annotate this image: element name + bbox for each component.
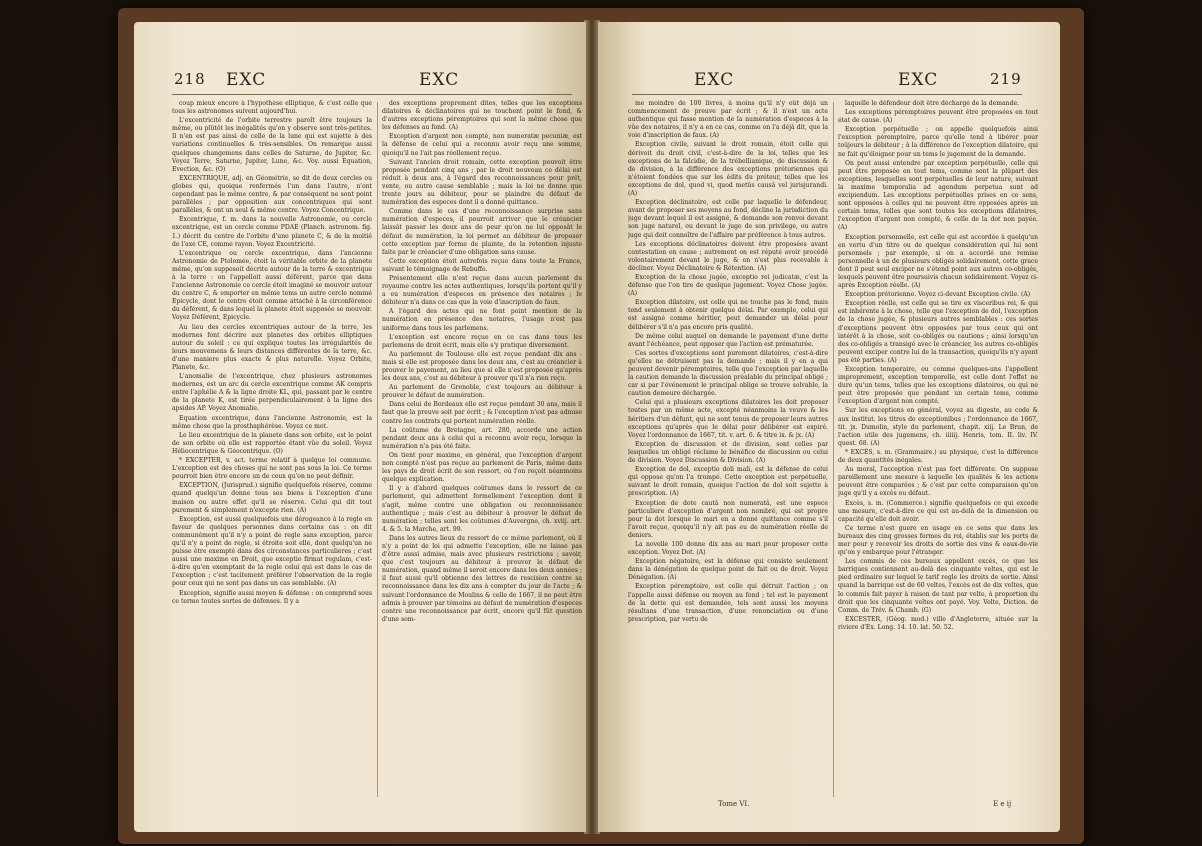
paragraph: Exception négatoire, est la défense qui consiste seulement dans la dénégation de quelque point de fait ou de droit. Voyez Dénégation. (A) — [628, 558, 828, 582]
paragraph: Exception perpétuelle ; on appelle quelquefois ainsi l'exception péremptoire, parce qu'elle tend à libérer pour toûjours le débiteur ; à la différence de l'exception dilatoire, qui ne fait qu'éloigner pour un tems le jugement de la demande. — [838, 126, 1038, 158]
paragraph: Le lieu excentrique de la planete dans son orbite, est le point de son orbite où elle est rapportée étant vûe du soleil. Voyez Héliocentrique & Géocentrique. (O) — [172, 431, 372, 455]
paragraph: Il y a d'abord quelques coûtumes dans le ressort de ce parlement, qui admettent formellement l'exception dont il s'agit, même contre une obligation ou reconnoissance authentique ; mais c'est au débiteur à prouver le défaut de numération ; telles sont les coûtumes d'Auvergne, ch. xviij. art. 4. & 5. la Marche, art. 99. — [382, 485, 582, 533]
paragraph: Cette exception étoit autrefois reçue dans toute la France, suivant le témoignage de Rebuffe. — [382, 257, 582, 273]
paragraph: L'excentricité de l'orbite terrestre paroît être toujours la même, ou plûtôt les inégalités qu'on y observe sont très-petites. Il n'en est pas ainsi de celle de la lune qui est sujette à des variations continuelles & très-sensibles. On remarque aussi quelques changemens dans celles de Saturne, de Jupiter, &c. Voyez Terre, Saturne, Jupiter, Lune, &c. Voy. aussi Equation, Evection, &c. (O) — [172, 117, 372, 173]
right-column-1 — [628, 100, 828, 800]
paragraph: Les exceptions péremptoires peuvent être proposées en tout état de cause. (A) — [838, 109, 1038, 125]
paragraph: Exception prétorienne. Voyez ci-devant Exception civile. (A) — [845, 291, 1031, 299]
paragraph: des exceptions proprement dites, telles que les exceptions dilatoires & déclinatoires qui ne touchent point le fond, & d'autres exceptions péremptoires qui sont la même chose que les défenses au fond. (A) — [382, 100, 582, 132]
paragraph: EXCENTRIQUE, adj. en Géométrie, se dit de deux cercles ou globes qui, quoique renfermés l'un dans l'autre, n'ont cependant pas le même centre, & par conséquent ne sont point parallèles ; par opposition aux concentriques qui sont parallèles, & ont un seul & même centre. Voyez Concentrique. — [172, 174, 372, 215]
right-column-2 — [838, 100, 1038, 800]
paragraph: Les commis de ces bureaux appellent excès, ce que les barriques contiennent au-delà des cinquante veltes, qui est le pied ordinaire sur lequel le tarif regle les droits de sortie. Ainsi quand la barrique est de 60 veltes, l'excès est de dix veltes, que le commis fait payer à raison de tant par velte, à proportion du droit que les cinquante veltes ont payé. Voy. Velte, Diction. de Comm. de Trév. & Chamb. (G) — [838, 558, 1038, 614]
left-column-2 — [382, 100, 582, 800]
paragraph: Ces sortes d'exceptions sont purement dilatoires, c'est-à-dire qu'elles ne détruisent pas la demande ; mais il y en a qui peuvent devenir péremptoires, telle que l'exception par laquelle la caution demande la discussion préalable du principal obligé ; car si par l'événement le principal oblige se trouve solvable, la caution demeure déchargée. — [628, 349, 828, 398]
paragraph: * EXCEPTER, v. act. terme relatif à quelque loi commune. L'exception est des choses qui ne sont pas sous la loi. Ce terme pourroit bien être encore un de ceux qu'on ne peut définir. — [172, 457, 372, 481]
paragraph: Exception temporaire, ou comme quelques-uns l'appellent improprement, exception temporelle, est celle dont l'effet ne dure qu'un tems, telles que les exceptions dilatoires, ou qui ne peut être proposée que pendant un certain tems, comme l'exception d'argent non compté. — [838, 366, 1038, 406]
left-column-1 — [172, 100, 372, 800]
paragraph: De même celui auquel on demande le payement d'une dette avant l'échéance, peut opposer que l'action est prématurée. — [628, 332, 828, 348]
paragraph: me moindre de 100 livres, à moins qu'il n'y eût déjà un commencement de preuve par écrit ; & il n'est un acte authentique qui fasse mention de la numération d'especes à la vûe des notaires, il n'y a en ce cas, comme on l'a déjà dit, que la voie d'inscription de faux. (A) — [628, 100, 828, 140]
volume-signature: Tome VI. — [718, 800, 750, 808]
paragraph: Au lieu des cercles excentriques autour de la terre, les modernes font décrire aux planetes des orbites elliptiques autour du soleil : ce qui explique toutes les irrégularités de leurs mouvemens & leurs distances différentes de la terre, &c. d'une maniere plus exacte & plus naturelle. Voyez Orbite, Planete, &c. — [172, 323, 372, 371]
paragraph: A l'égard des actes qui ne font point mention de la numération en présence des notaires, l'usage n'est pas uniforme dans tous les parlemens. — [382, 308, 582, 332]
paragraph: La coûtume de Bretagne, art. 280, accorde une action pendant deux ans à celui qui a reconnu avoir reçu, lorsque la numération n'a pas été faite. — [382, 426, 582, 450]
left-page-number: 218 — [174, 70, 206, 88]
paragraph: Exception réelle, est celle qui se tire ex visceribus rei, & qui est inhérente à la chose, telle que l'exception de dol, l'exception de la chose jugée, & plusieurs autres semblables : ces sortes d'exceptions peuvent être opposées par tous ceux qui ont intérêt à la chose, soit co-obligés ou cautions ; ainsi lorsqu'un des co-obligés a transigé avec le créancier, les autres co-obligés peuvent exciper contre lui de la transaction, quoiqu'ils n'y ayent pas été parties. (A) — [838, 300, 1038, 364]
right-header-rule — [632, 94, 1022, 95]
paragraph: On peut aussi entendre par exception perpétuelle, celle qui peut être proposée en tout tems, comme sont la plûpart des exceptions, lesquelles sont perpétuelles de leur nature, suivant la maxime temporalia ad agendum perpetua sunt ad excipiendum. Les exceptions perpétuelles prises en ce sens, sont opposées à celles qui ne peuvent être opposées après un certain tems, telles que sont toutes les exceptions dilatoires, l'exception d'argent non compté, & celle de la dot non payée. (A) — [838, 159, 1038, 232]
right-column-divider — [833, 102, 834, 797]
paragraph: Les exceptions déclinatoires doivent être proposées avant contestation en cause ; autrement on est réputé avoir procédé volontairement devant le juge, & on n'est plus recevable à décliner. Voyez Déclinatoire & Rétention. (A) — [628, 240, 828, 272]
right-page-number: 219 — [990, 70, 1022, 88]
paragraph: L'anomalie de l'excentrique, chez plusieurs astronomes modernes, est un arc du cercle excentrique comme AK compris entre l'aphélie A & la ligne droite KL, qui, passant par le centre de la planete K, est tirée perpendiculairement à la ligne des apsides AP. Voyez Anomalie. — [172, 373, 372, 413]
paragraph: Sur les exceptions en général, voyez au digeste, au code & aux institut. les titres de exceptionibus ; l'ordonnance de 1667, tit. jx. Dumolin, style du parlement, chapit. xiij. Le Brun, de l'action utile des jugemens, ch. iiiiij. Henris, tom. II. liv. IV. quest. 68. (A) — [838, 407, 1038, 447]
right-page — [598, 22, 1060, 832]
paragraph: Ce terme n'est guere en usage en ce sens que dans les bureaux des cinq grosses fermes du roi, établis sur les ports de mer pour y recevoir les droits de sortie des vins & eaux-de-vie qu'on y embarque pour l'étranger. — [838, 524, 1038, 557]
paragraph: EXCEPTION, (Jurisprud.) signifie quelquefois réserve, comme quand quelqu'un donne tous ses biens à l'exception d'une maison ou autre effet qu'il se réserve. Celui qui dit tout purement & simplement n'excepte rien. (A) — [172, 482, 372, 514]
paragraph: Exception d'argent non compté, non numeratæ pecuniæ, est la défense de celui qui a reconnu avoir reçu une somme, quoiqu'il ne l'ait pas réellement reçue. — [382, 133, 582, 157]
paragraph: Celui qui a plusieurs exceptions dilatoires les doit proposer toutes par un même acte, excepté néanmoins la veuve & les héritiers d'un défunt, qui ne sont tenus de proposer leurs autres exceptions qu'après que le délai pour délibérer est expiré. Voyez l'ordonnance de 1667, tit. v. art. 6. & titre ix. & jx. (A) — [628, 399, 828, 439]
paragraph: laquelle le défendeur doit être déchargé de la demande. — [845, 100, 1020, 107]
paragraph: Exception de dol, exceptio doli mali, est la défense de celui qui oppose qu'on l'a trompé. Cette exception est perpétuelle, suivant le droit romain, quoique l'action de dol soit sujette à prescription. (A) — [628, 466, 828, 498]
paragraph: Excès, s. m. (Commerce.) signifie quelquefois ce qui excede une mesure, c'est-à-dire ce qui est au-delà de la dimension ou capacité qu'elle doit avoir. — [838, 499, 1038, 523]
paragraph: Exception personnelle, est celle qui est accordée à quelqu'un en vertu d'un titre ou de quelque considération qui lui sont personnels ; par exemple, si on a accordé une remise personnelle à un de plusieurs obligés solidairement, cette grace dont il peut seul exciper ne s'étend point aux autres co-obligés, lesquels peuvent être poursuivis chacun solidairement. Voyez ci-après Exception réelle. (A) — [838, 233, 1038, 290]
paragraph: Suivant l'ancien droit romain, cette exception pouvoit être proposée pendant cinq ans ; par le droit nouveau ce délai est réduit à deux ans, à l'égard des reconnoissances pour prêt, vente, ou autre cause semblable ; mais la loi ne donne que trente jours au débiteur, pour se plaindre du défaut de numération des especes dont il a donné quittance. — [382, 158, 582, 207]
paragraph: coup mieux encore à l'hypothèse elliptique, & c'est celle que tous les astronomes suivent aujourd'hui. — [172, 100, 372, 116]
paragraph: Excentrique, f. m. dans la nouvelle Astronomie, ou cercle excentrique, est un cercle comme PDAE (Planch. astronom. fig. 1.) décrit du centre de l'orbite d'une planete C, & de la moitié de l'axe CE, comme rayon. Voyez Excentricité. — [172, 216, 372, 248]
right-header-left: EXC — [694, 70, 735, 90]
paragraph: On tient pour maxime, en général, que l'exception d'argent non compté n'est pas reçue au parlement de Paris, même dans les pays de droit écrit de son ressort, où l'on reçoit néanmoins quelque explication. — [382, 451, 582, 484]
paragraph: Exception de la chose jugée, exceptio rei judicatæ, c'est la défense que l'on tire de quelque jugement. Voyez Chose jugée. (A) — [628, 273, 828, 298]
right-page-header — [598, 70, 1060, 92]
paragraph: Exception de dote cautâ non numeratâ, est une espece particuliere d'exception d'argent non nombré, qui est propre pour la dot lorsque le mari en a donné quittance comme s'il l'avoit reçue, quoiqu'il n'y ait pas eu de numération réelle de deniers. — [628, 499, 828, 539]
paragraph: EXCESTER, (Géog. mod.) ville d'Angleterre, située sur la riviere d'Ex. Long. 14. 10. lat. 50. 52. — [838, 615, 1038, 631]
left-page — [134, 22, 586, 832]
paragraph: Présentement elle n'est reçue dans aucun parlement du royaume contre les actes authentiques, lorsqu'ils portent qu'il y a eu numération d'especes en présence des notaires ; le débiteur n'a dans ce cas que la voie d'inscription de faux. — [382, 274, 582, 307]
paragraph: Comme dans le cas d'une reconnoissance surprise sans numération d'especes, il pourroit arriver que le créancier laissât passer les deux ans de peur qu'on ne lui opposât le défaut de numération, la loi permet au débiteur de proposer cette exception par forme de plainte, de la retention injuste faite par le créancier d'une obligation sans cause. — [382, 208, 582, 256]
paragraph: Exception civile, suivant le droit romain, étoit celle qui dérivoit du droit civil, c'est-à-dire de la loi, telles que les exceptions de la falcidie, de la trébellianique, de discussion & de division, à la différence des exceptions prétoriennes qui n'étoient fondées que sur les édits du préteur, telles que les exceptions de dol, quod vi, quod metûs causâ vel jurisjurandi. (A) — [628, 141, 828, 198]
paragraph: * EXCÈS, s. m. (Grammaire.) au physique, c'est la différence de deux quantités inégales. — [838, 448, 1038, 465]
paragraph: L'excentrique ou cercle excentrique, dans l'ancienne Astronomie de Ptolomée, étoit la véritable orbite de la planete même, qu'on supposoit décrite autour de la terre & excentrique à la terre : on l'appelloit aussi déférent, parce que dans l'ancienne Astronomie ce cercle étoit imaginé se mouvoir autour du centre C, & emporter en même tems un autre cercle nommé Epicycle, dont le centre étoit comme attaché à la circonférence du déférent, & dans lequel la planete étoit supposée se mouvoir. Voyez Déférent, Epicycle. — [172, 249, 372, 322]
gathering-signature: E e ij — [993, 800, 1012, 808]
left-header-left: EXC — [226, 70, 267, 90]
paragraph: Au parlement de Toulouse elle est reçue pendant dix ans : mais si elle est proposée dans les deux ans, c'est au créancier à prouver le payement, au lieu que si elle n'est proposée qu'après les deux ans, c'est au débiteur à prouver qu'il n'a rien reçu. — [382, 350, 582, 383]
right-header-right: EXC — [898, 70, 939, 90]
paragraph: Exception de discussion et de division, sont celles par lesquelles un obligé réclame le bénéfice de discussion ou celui de division. Voyez Discussion & Division. (A) — [628, 440, 828, 465]
paragraph: Exception dilatoire, est celle qui ne touche pas le fond, mais tend seulement à obtenir quelque délai. Par exemple, celui qui est assigné comme héritier, peut demander un délai pour délibérer s'il n'a pas encore pris qualité. — [628, 299, 828, 331]
left-column-divider — [377, 102, 378, 797]
paragraph: Equation excentrique, dans l'ancienne Astronomie, est la même chose que la prosthaphérèse. Voyez ce mot. — [172, 414, 372, 430]
left-page-header — [134, 70, 586, 92]
paragraph: La novelle 100 donne dix ans au mari pour proposer cette exception. Voyez Dot. (A) — [628, 540, 828, 557]
paragraph: Exception, signifie aussi moyen & défense : on comprend sous ce terme toutes sortes de défenses. Il y a — [172, 589, 372, 605]
paragraph: Exception déclinatoire, est celle par laquelle le défendeur, avant de proposer ses moyens au fond, décline la jurisdiction du juge devant lequel il est assigné, & demande son renvoi devant son juge naturel, ou devant le juge de son privilege, ou autre juge qui doit connoître de l'affaire par préférence à tous autres. — [628, 199, 828, 239]
left-header-rule — [172, 94, 572, 95]
left-header-right: EXC — [419, 70, 460, 90]
paragraph: Exception péremptoire, est celle qui détruit l'action ; on l'appelle aussi défense ou moyen au fond ; tel est le payement de la dette qui est demandée, tels sont aussi les moyens résultans d'une transaction, d'une renonciation ou d'une prescription, par vertu de — [628, 583, 828, 623]
paragraph: Dans celui de Bordeaux elle est reçue pendant 30 ans, mais il faut que la preuve soit par écrit ; & l'exception n'est pas admise contre les contrats qui portent numération réelle. — [382, 401, 582, 425]
paragraph: Dans les autres lieux du ressort de ce même parlement, où il n'y a point de loi qui admette l'exception, elle ne laisse pas d'être aussi admise, mais avec plusieurs restrictions ; savoir, que c'est toujours au débiteur à prouver le défaut de numération, quand même il seroit encore dans les deux années ; il faut aussi qu'il obtienne des lettres de rescision contre sa reconnoissance dans les dix ans à compter du jour de l'acte ; & suivant l'ordonnance de Moulins & celle de 1667, il ne peut être admis à prouver par témoins au défaut de numération d'especes contre une reconnoissance par écrit, encore qu'il fût question d'une som- — [382, 534, 582, 623]
paragraph: Au moral, l'acception n'est pas fort différente. On suppose pareillement une mesure à laquelle les qualités & les actions peuvent être comparées ; & c'est par cette comparaison qu'on juge qu'il y a excès ou défaut. — [838, 466, 1038, 498]
paragraph: Au parlement de Grenoble, c'est toujours au débiteur à prouver le défaut de numération. — [382, 384, 582, 400]
paragraph: Exception, est aussi quelquefois une dérogeance à la regle en faveur de quelques personnes dans certains cas : on dit communément qu'il n'y a point de regle sans exception, parce qu'il n'y a point de regle, si étroite soit elle, dont quelqu'un ne puisse être exempté dans des circonstances particulieres ; c'est aussi une maxime en Droit, que exceptio firmat regulam, c'est-à-dire qu'en exemptant de la regle celui qui est dans le cas de l'exception ; c'est tacitement préférer l'observation de la regle pour ceux qui ne sont pas dans un cas semblable. (A) — [172, 515, 372, 588]
paragraph: L'exception est encore reçue en ce cas dans tous les parlemens de droit écrit, mais elle s'y pratique diversement. — [382, 333, 582, 349]
